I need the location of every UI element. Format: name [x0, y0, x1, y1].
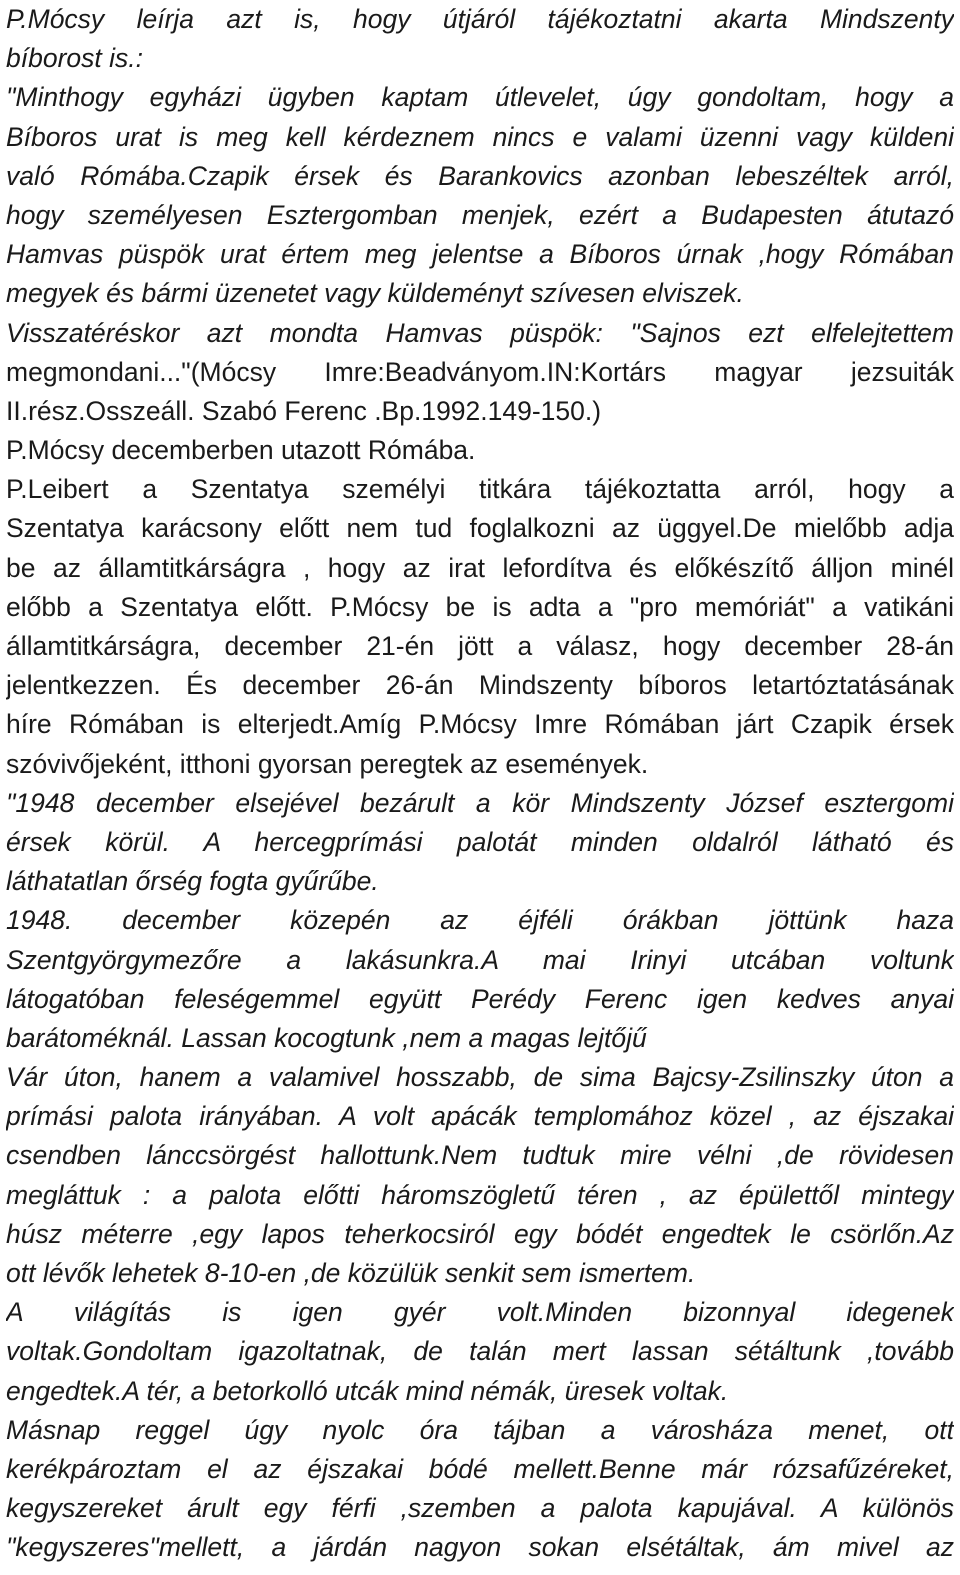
- text-line: kerékpároztam el az éjszakai bódé mellett.Benne már rózsafűzéreket,: [6, 1453, 954, 1484]
- text-line: híre Rómában is elterjedt.Amíg P.Mócsy Imre Rómában járt Czapik érsek: [6, 709, 954, 740]
- text-line: 1948. december közepén az éjféli órákban jöttünk haza: [6, 905, 954, 936]
- text-line: államtitkárságra, december 21-én jött a válasz, hogy december 28-án: [6, 631, 954, 661]
- text-line: csendben lánccsörgést hallottunk.Nem tudtuk mire vélni ,de rövidesen: [6, 1140, 954, 1171]
- text-line: szóvivőjeként, itthoni gyorsan peregtek az események.: [6, 748, 649, 779]
- text-line: P.Mócsy decemberben utazott Rómába.: [6, 435, 476, 466]
- text-line: Bíboros urat is meg kell kérdeznem nincs e valami üzenni vagy küldeni: [6, 121, 954, 152]
- text-line: megyek és bármi üzenetet vagy küldeményt szívesen elviszek.: [6, 278, 744, 309]
- text-line: P.Mócsy leírja azt is, hogy útjáról tájékoztatni akarta Mindszenty: [6, 4, 954, 34]
- text-line: kegyszereket árult egy férfi ,szemben a palota kapujával. A különös: [6, 1493, 954, 1524]
- text-line: P.Leibert a Szentatya személyi titkára tájékoztatta arról, hogy a: [6, 474, 954, 505]
- text-line: való Rómába.Czapik érsek és Barankovics azonban lebeszéltek arról,: [6, 160, 954, 191]
- text-line: Szentgyörgymezőre a lakásunkra.A mai Irinyi utcában voltunk: [6, 944, 954, 975]
- text-line: prímási palota irányában. A volt apácák templomához közel , az éjszakai: [6, 1101, 954, 1132]
- text-line: Szentatya karácsony előtt nem tud foglalkozni az üggyel.De mielőbb adja: [6, 513, 954, 544]
- text-line: érsek körül. A hercegprímási palotát minden oldalról látható és: [6, 826, 954, 857]
- text-line: hogy személyesen Esztergomban menjek, ezért a Budapesten átutazó: [6, 199, 954, 230]
- text-line: bíborost is.:: [6, 43, 143, 74]
- text-line: engedtek.A tér, a betorkolló utcák mind némák, üresek voltak.: [6, 1375, 729, 1406]
- text-line: látogatóban feleségemmel együtt Perédy Ferenc igen kedves anyai: [6, 983, 954, 1014]
- text-line: Hamvas püspök urat értem meg jelentse a Bíboros úrnak ,hogy Rómában: [6, 239, 954, 270]
- text-line: megláttuk : a palota előtti háromszögletű téren , az épülettől mintegy: [6, 1179, 954, 1210]
- text-line: barátoméknál. Lassan kocogtunk ,nem a magas lejtőjű: [6, 1022, 647, 1053]
- text-line: be az államtitkárságra , hogy az irat lefordítva és előkészítő álljon minél: [6, 552, 954, 583]
- text-line: voltak.Gondoltam igazoltatnak, de talán mert lassan sétáltunk ,tovább: [6, 1336, 954, 1367]
- text-line: A világítás is igen gyér volt.Minden bizonnyal idegenek: [6, 1297, 954, 1328]
- text-line: "Minthogy egyházi ügyben kaptam útlevelet, úgy gondoltam, hogy a: [6, 82, 954, 113]
- text-line: Visszatéréskor azt mondta Hamvas püspök: "Sajnos ezt elfelejtettem: [6, 317, 954, 348]
- text-line: "kegyszeres"mellett, a járdán nagyon sokan elsétáltak, ám mivel az: [6, 1532, 954, 1563]
- text-line: ott lévők lehetek 8-10-en ,de közülük senkit sem ismertem.: [6, 1258, 696, 1288]
- text-line: előbb a Szentatya előtt. P.Mócsy be is adta a "pro memóriát" a vatikáni: [6, 591, 954, 622]
- text-line: megmondani..."(Mócsy Imre:Beadványom.IN:Kortárs magyar jezsuiták: [6, 356, 954, 387]
- text-line: "1948 december elsejével bezárult a kör Mindszenty József esztergomi: [6, 787, 954, 818]
- text-line: húsz méterre ,egy lapos teherkocsiról egy bódét engedtek le csörlőn.Az: [6, 1218, 954, 1249]
- text-line: láthatatlan őrség fogta gyűrűbe.: [6, 866, 379, 897]
- text-line: jelentkezzen. És december 26-án Mindszenty bíboros letartóztatásának: [6, 670, 954, 701]
- text-line: Vár úton, hanem a valamivel hosszabb, de sima Bajcsy-Zsilinszky úton a: [6, 1062, 954, 1093]
- text-line: Másnap reggel úgy nyolc óra tájban a városháza menet, ott: [6, 1414, 954, 1445]
- text-line: II.rész.Osszeáll. Szabó Ferenc .Bp.1992.149-150.): [6, 395, 602, 426]
- document-page: [6, 0, 954, 1568]
